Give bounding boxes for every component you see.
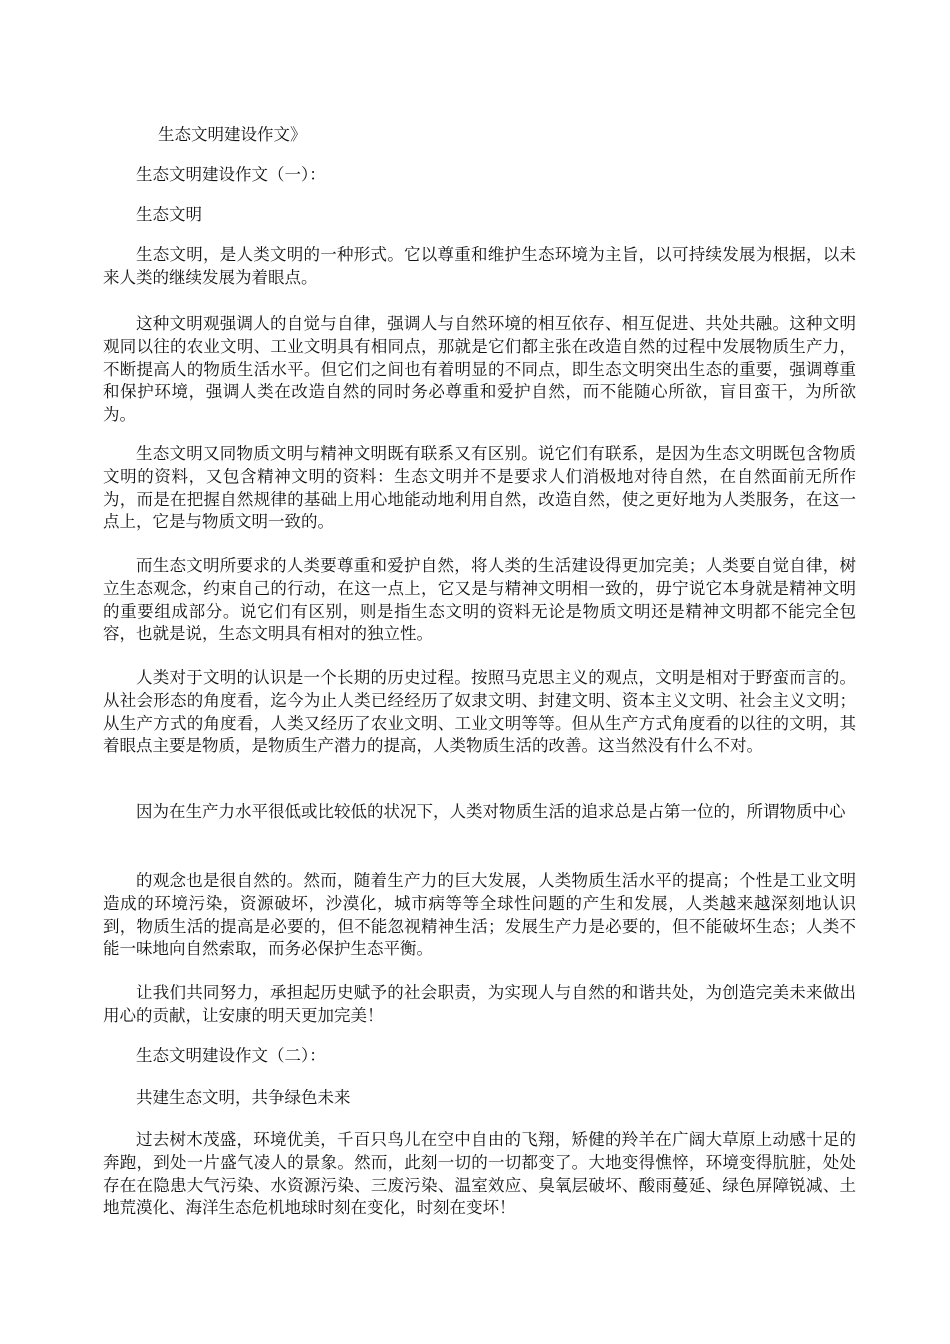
paragraph: 让我们共同努力，承担起历史赋予的社会职责，为实现人与自然的和谐共处，为创造完美未来做出用心的贡献，让安康的明天更加完美！ [103,983,856,1025]
section-heading-2: 生态文明建设作文（二）： [136,1046,326,1065]
paragraph: 而生态文明所要求的人类要尊重和爱护自然，将人类的生活建设得更加完美；人类要自觉自律，树立生态观念，约束自己的行动，在这一点上，它又是与精神文明相一致的，毋宁说它本身就是精神文明的重要组成部分。说它们有区别，则是指生态文明的资料无论是物质文明还是精神文明都不能完全包容，也就是说，生态文明具有相对的独立性。 [103,556,856,644]
paragraph: 这种文明观强调人的自觉与自律，强调人与自然环境的相互依存、相互促进、共处共融。这种文明观同以往的农业文明、工业文明具有相同点，那就是它们都主张在改造自然的过程中发展物质生产力，不断提高人的物质生活水平。但它们之间也有着明显的不同点，即生态文明突出生态的重要，强调尊重和保护环境，强调人类在改造自然的同时务必尊重和爱护自然，而不能随心所欲，盲目蛮干，为所欲为。 [103,314,856,425]
paragraph: 过去树木茂盛，环境优美，千百只鸟儿在空中自由的飞翔，矫健的羚羊在广阔大草原上动感十足的奔跑，到处一片盛气凌人的景象。然而，此刻一切的一切都变了。大地变得憔悴，环境变得肮脏，处处存在在隐患大气污染、水资源污染、三废污染、温室效应、臭氧层破坏、酸雨蔓延、绿色屏障锐减、土地荒漠化、海洋生态危机地球时刻在变化，时刻在变坏！ [103,1130,856,1218]
paragraph: 人类对于文明的认识是一个长期的历史过程。按照马克思主义的观点，文明是相对于野蛮而言的。从社会形态的角度看，迄今为止人类已经经历了奴隶文明、封建文明、资本主义文明、社会主义文明；从生产方式的角度看，人类又经历了农业文明、工业文明等等。但从生产方式角度看的以往的文明，其着眼点主要是物质，是物质生产潜力的提高，人类物质生活的改善。这当然没有什么不对。 [103,668,856,756]
document-title: 生态文明建设作文》 [158,125,307,144]
essay-title-2: 共建生态文明，共争绿色未来 [136,1088,351,1107]
paragraph: 因为在生产力水平很低或比较低的状况下，人类对物质生活的追求总是占第一位的，所谓物质中心 [136,802,846,821]
essay-title-1: 生态文明 [136,205,202,224]
paragraph: 生态文明，是人类文明的一种形式。它以尊重和维护生态环境为主旨，以可持续发展为根据，以未来人类的继续发展为着眼点。 [103,245,856,287]
paragraph: 生态文明又同物质文明与精神文明既有联系又有区别。说它们有联系，是因为生态文明既包含物质文明的资料，又包含精神文明的资料：生态文明并不是要求人们消极地对待自然，在自然面前无所作为，而是在把握自然规律的基础上用心地能动地利用自然，改造自然，使之更好地为人类服务，在这一点上，它是与物质文明一致的。 [103,444,856,532]
paragraph: 的观念也是很自然的。然而，随着生产力的巨大发展，人类物质生活水平的提高；个性是工业文明造成的环境污染，资源破坏，沙漠化，城市病等等全球性问题的产生和发展，人类越来越深刻地认识到，物质生活的提高是必要的，但不能忽视精神生活；发展生产力是必要的，但不能破坏生态；人类不能一味地向自然索取，而务必保护生态平衡。 [103,871,856,959]
section-heading-1: 生态文明建设作文（一）： [136,165,326,184]
